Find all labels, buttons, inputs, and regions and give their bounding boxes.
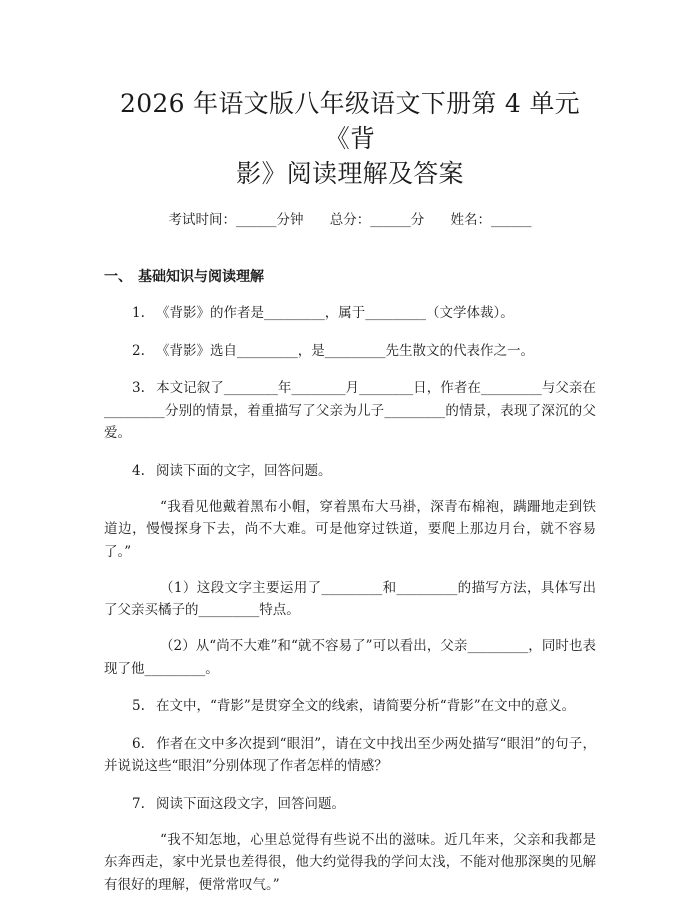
question-4-sub-2: （2）从“尚不大难”和“就不容易了”可以看出，父亲_________，同时也表现了他_________。 [104,638,596,677]
exam-info [104,210,596,230]
question-number: 3. [132,380,145,396]
section-title: 基础知识与阅读理解 [138,269,264,285]
section-heading [104,267,596,287]
question-number: 6. [132,735,145,752]
question-5 [104,695,596,718]
question-6 [104,733,596,778]
page-title [104,86,596,191]
question-4 [104,460,596,483]
question-number: 5. [132,698,145,714]
question-2 [104,340,596,363]
question-4-quote: “我看见他戴着黑布小帽，穿着黑布大马褂，深青布棉袍，蹒跚地走到铁道边，慢慢探身下去，尚不大难。可是他穿过铁道，要爬上那边月台，就不容易了。” [104,498,596,560]
student-name-field: 姓名：______ [450,212,532,228]
title-line-1: 2026 年语文版八年级语文下册第 4 单元《背 [120,89,580,153]
question-number: 2. [132,342,145,359]
question-text: 在文中，“背影”是贯穿全文的线索，请简要分析“背影”在文中的意义。 [156,698,576,714]
question-number: 1. [132,305,145,321]
total-score-field: 总分：______分 [329,212,425,228]
question-7 [104,793,596,816]
question-1 [104,302,596,325]
question-text: 作者在文中多次提到“眼泪”，请在文中找出至少两处描写“眼泪”的句子，并说说这些“眼泪”分别体现了作者怎样的情感？ [104,735,596,774]
question-7-quote: “我不知怎地，心里总觉得有些说不出的滋味。近几年来，父亲和我都是东奔西走，家中光景也差得很，他大约觉得我的学问太浅，不能对他那深奥的见解有很好的理解，便常常叹气。” [104,831,596,893]
section-number: 一、 [104,269,132,285]
question-text: 本文记叙了________年________月________日，作者在_________与父亲在_________分别的情景，着重描写了父亲为儿子_________的情景，表现了深沉的父爱。 [104,380,596,441]
question-number: 4. [132,462,145,479]
question-text: 《背影》选自_________，是_________先生散文的代表作之一。 [156,342,534,359]
question-4-sub-1: （1）这段文字主要运用了_________和_________的描写方法，具体写出了父亲买橘子的_________特点。 [104,579,596,618]
question-text: 《背影》的作者是_________，属于_________（文学体裁）。 [156,305,514,321]
question-text: 阅读下面这段文字，回答问题。 [156,795,345,812]
question-text: 阅读下面的文字，回答问题。 [156,462,332,479]
question-3 [104,377,596,445]
question-number: 7. [132,795,145,812]
exam-time-field: 考试时间：______分钟 [168,212,304,228]
title-line-2: 影》阅读理解及答案 [236,159,464,188]
